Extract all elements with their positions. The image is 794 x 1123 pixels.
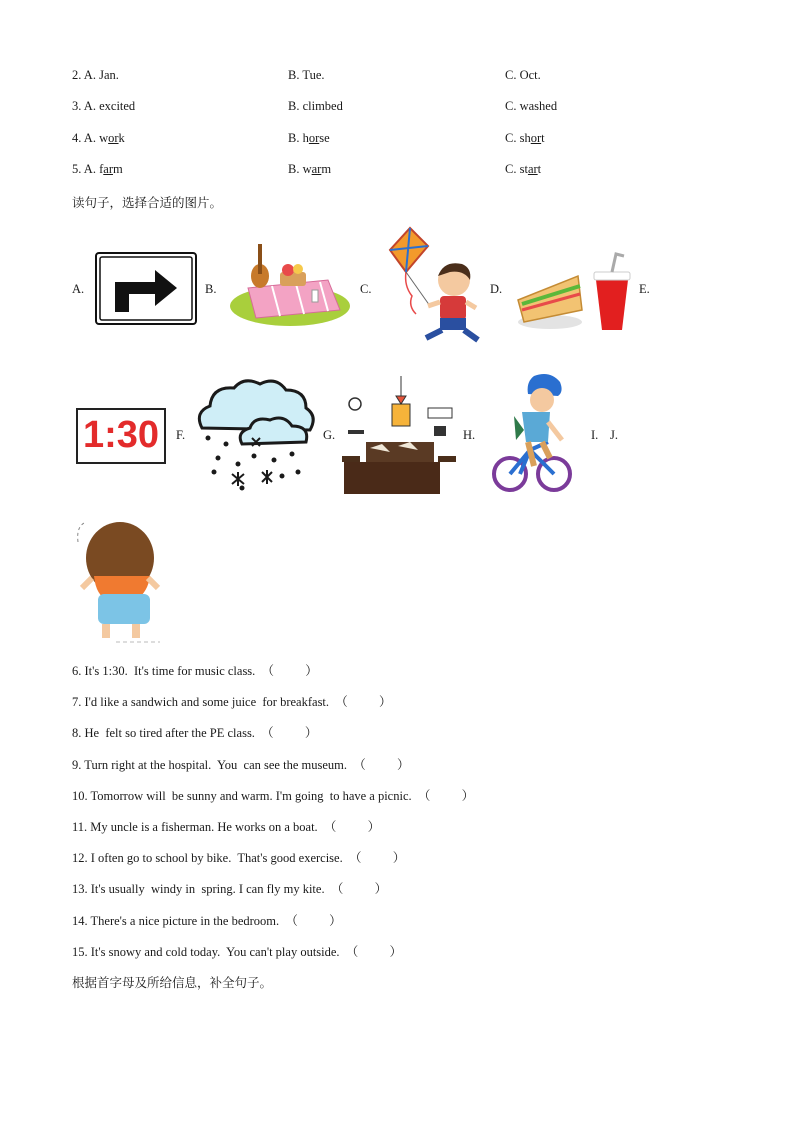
picture-label-b: B.: [205, 282, 217, 296]
pronunciation-row: [0, 131, 794, 151]
section-heading-read: 读句子，选择合适的图片。: [72, 195, 223, 210]
picture-label-d: D.: [490, 282, 503, 296]
pronunciation-row: [0, 68, 794, 88]
option-c: C. start: [505, 162, 542, 176]
picture-label-g: G.: [323, 428, 336, 442]
picture-label-a: A.: [72, 282, 85, 296]
option-b: B. horse: [288, 131, 330, 145]
question-sentence: 10. Tomorrow will be sunny and warm. I'm going to have a picnic. （ ）: [72, 789, 475, 803]
boy-riding-bike-icon: [490, 370, 574, 500]
question-sentence: 12. I often go to school by bike. That's good exercise. （ ）: [72, 851, 406, 865]
pronunciation-row: [0, 162, 794, 182]
question-sentence: 15. It's snowy and cold today. You can't play outside. （ ）: [72, 945, 403, 959]
question-sentence: 6. It's 1:30. It's time for music class. （ ）: [72, 664, 318, 678]
option-c: C. washed: [505, 99, 558, 113]
clock-time-text: 1:30: [82, 414, 160, 456]
question-sentence: 13. It's usually windy in spring. I can fly my kite. （ ）: [72, 882, 388, 896]
option-c: C. Oct.: [505, 68, 541, 82]
option-a: 4. A. work: [72, 131, 125, 145]
picture-label-j: J.: [610, 428, 618, 442]
bedroom-icon: [340, 376, 458, 496]
picture-label-e: E.: [639, 282, 650, 296]
question-sentence: 11. My uncle is a fisherman. He works on a boat. （ ）: [72, 820, 381, 834]
question-sentence: 9. Turn right at the hospital. You can see the museum. （ ）: [72, 758, 410, 772]
boy-flying-kite-icon: [378, 226, 486, 352]
pronunciation-row: [0, 99, 794, 119]
snowy-cloud-icon: [192, 376, 320, 494]
question-sentence: 8. He felt so tired after the PE class. （ ）: [72, 726, 318, 740]
tired-boy-icon: [76, 516, 168, 646]
sandwich-and-juice-icon: [516, 252, 634, 332]
picture-label-f: F.: [176, 428, 186, 442]
option-a: 3. A. excited: [72, 99, 136, 113]
section-heading-complete: 根据首字母及所给信息，补全句子。: [72, 975, 273, 990]
picnic-icon: [228, 240, 352, 328]
option-b: B. climbed: [288, 99, 343, 113]
question-sentence: 14. There's a nice picture in the bedroom. （ ）: [72, 914, 342, 928]
picture-label-h: H.: [463, 428, 476, 442]
turn-right-sign-icon: [95, 252, 197, 325]
option-b: B. Tue.: [288, 68, 325, 82]
option-a: 2. A. Jan.: [72, 68, 119, 82]
option-b: B. warm: [288, 162, 332, 176]
option-c: C. short: [505, 131, 545, 145]
question-sentence: 7. I'd like a sandwich and some juice for breakfast. （ ）: [72, 695, 392, 709]
picture-label-i: I.: [591, 428, 599, 442]
option-a: 5. A. farm: [72, 162, 123, 176]
picture-label-c: C.: [360, 282, 372, 296]
